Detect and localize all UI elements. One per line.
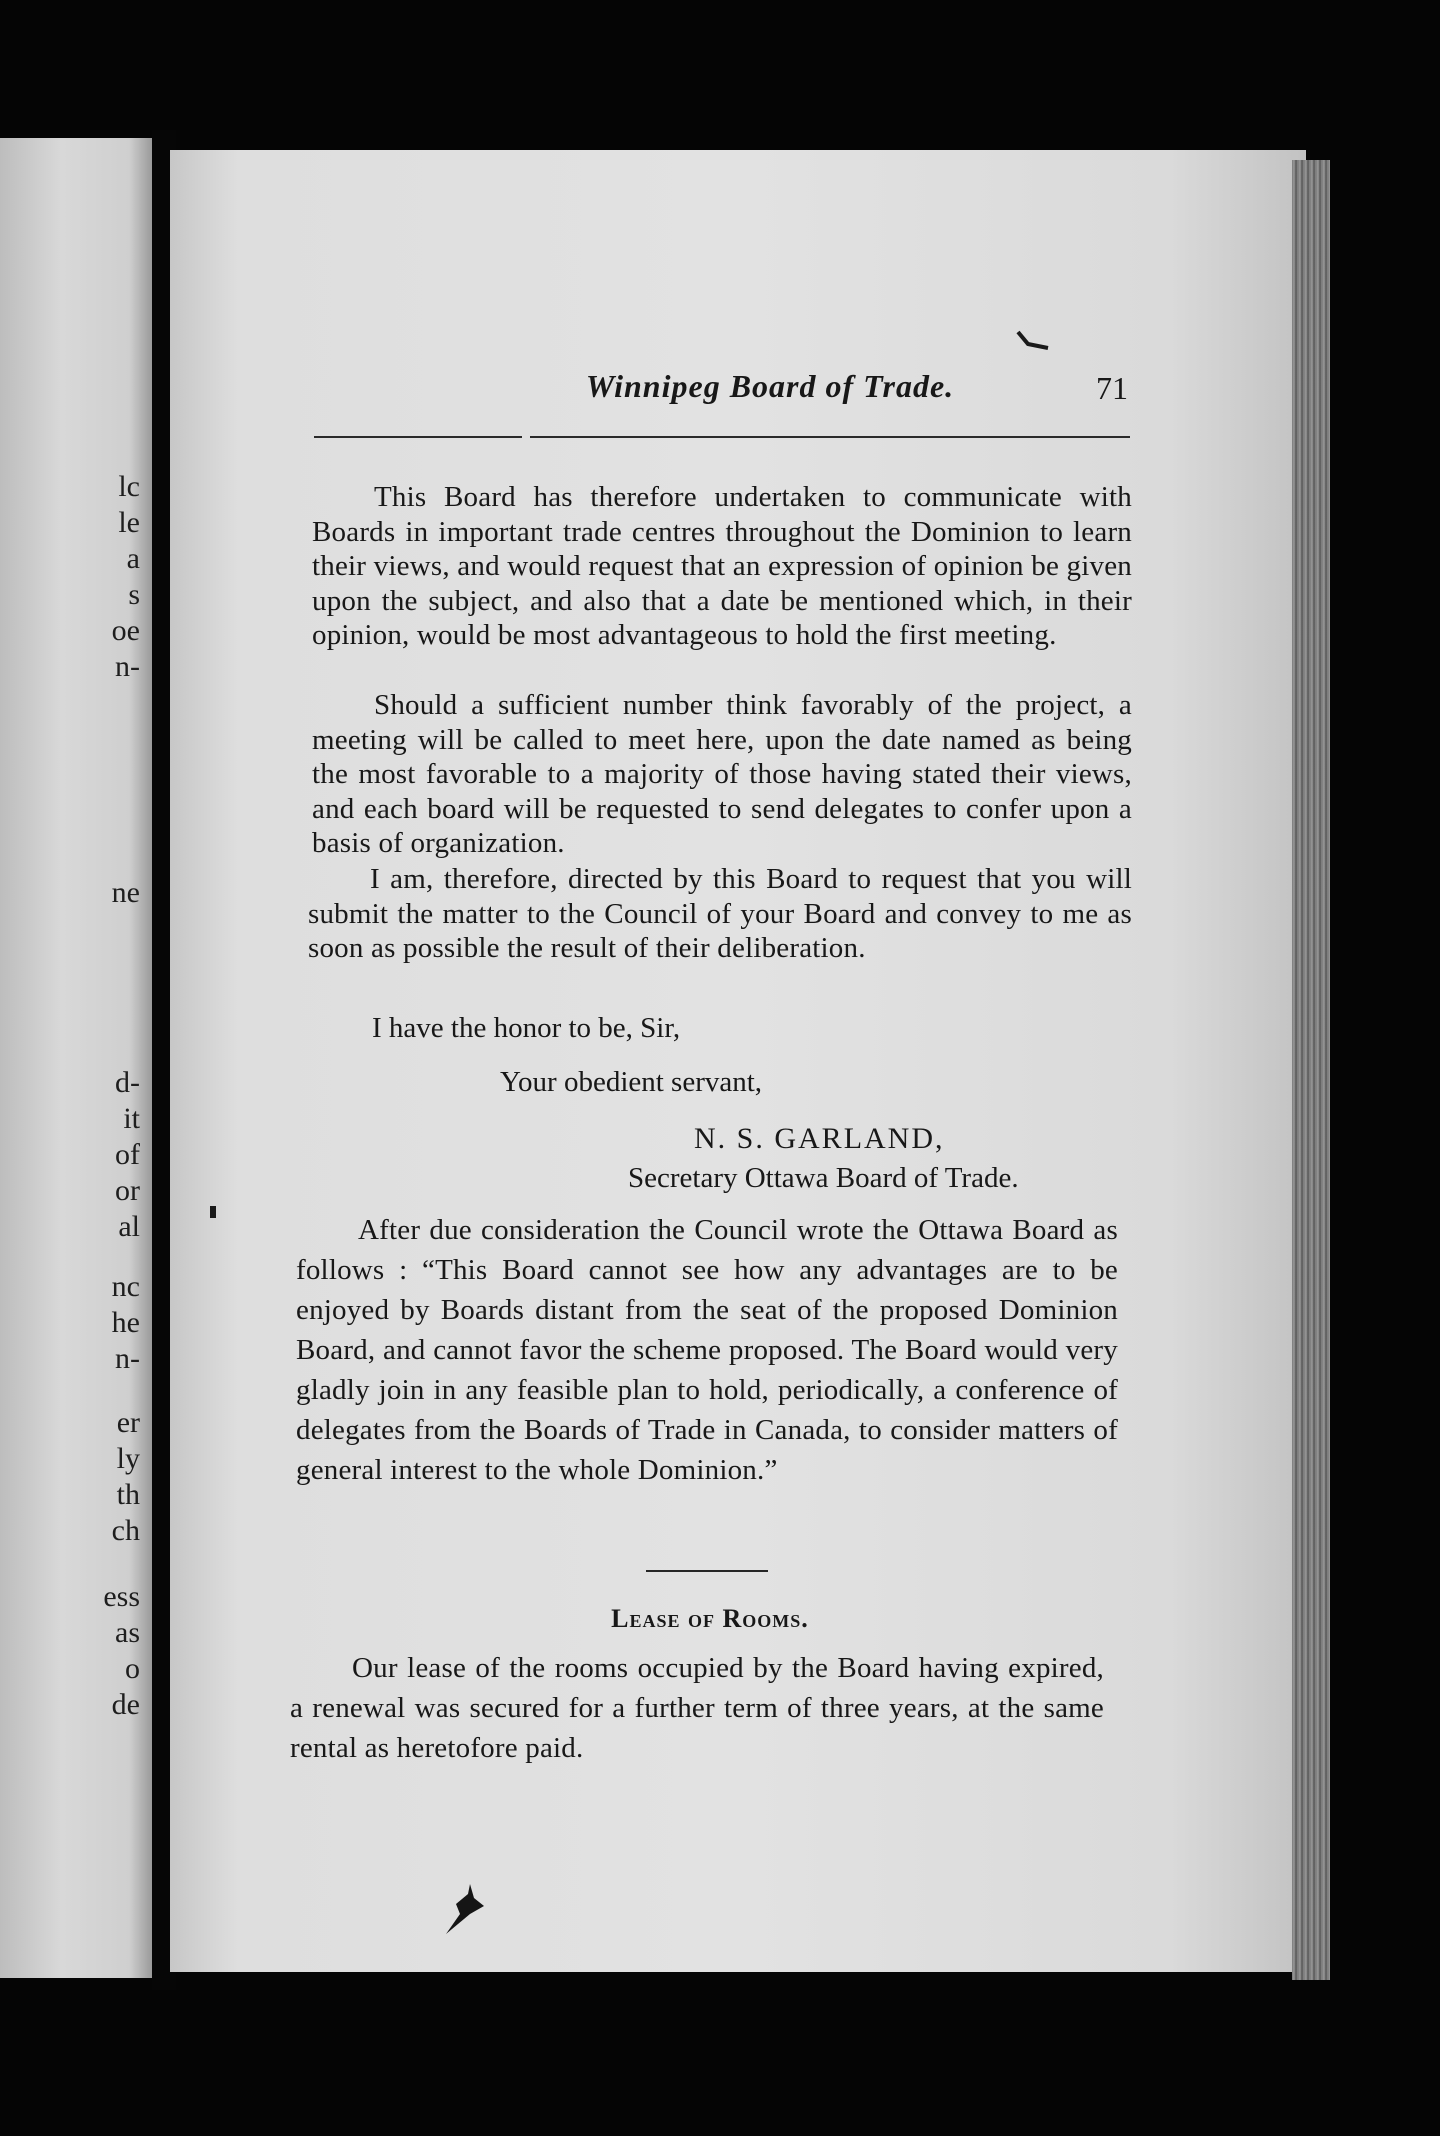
paragraph-text: After due consideration the Council wrote the Ottawa Board as follows : “This Board cannot see how any advantages are to be enjoyed by Boards distant from the seat of the proposed Dominion Board, and cannot favor the scheme proposed. The Board would very gladly join in any feasible plan to hold, periodically, a conference of delegates from the Boards of Trade in Canada, to consider matters of general interest to the whole Dominion.” (296, 1214, 1118, 1486)
left-page-fragment: lc (118, 470, 140, 503)
speck-icon (210, 1206, 216, 1218)
left-page-fragment: ess (103, 1580, 140, 1613)
paragraph-text: I am, therefore, directed by this Board to request that you will submit the matter to the Council of your Board and convey to me as soon as possible the result of their deliberation. (308, 863, 1132, 964)
left-page-fragment: le (118, 506, 140, 539)
ink-mark-icon (1014, 326, 1054, 352)
left-page-fragment: o (125, 1652, 140, 1685)
section-heading: Lease of Rooms. (611, 1604, 809, 1633)
running-head: Winnipeg Board of Trade. (585, 368, 955, 404)
left-page-fragment: er (116, 1406, 140, 1439)
left-page-fragment: or (115, 1174, 140, 1207)
left-page-fragment: n- (115, 650, 140, 683)
left-page-fragment: n- (115, 1342, 140, 1375)
previous-page-edge (0, 138, 152, 1978)
paragraph-text: Should a sufficient number think favorably of the project, a meeting will be called to meet here, upon the date named as being the most favorable to a majority of those having stated their views, and each board will be requested to send delegates to confer upon a basis of organization. (312, 689, 1132, 859)
left-page-fragment: ne (111, 876, 140, 909)
left-page-fragment: of (115, 1138, 140, 1171)
paragraph-text: This Board has therefore undertaken to communicate with Boards in important trade centres throughout the Dominion to learn their views, and would request that an expression of opinion be given upon the subject, and also that a date be mentioned which, in their opinion, would be most advantageous to hold the first meeting. (312, 481, 1132, 651)
ink-blot-icon (440, 1880, 490, 1940)
left-page-fragment: nc (111, 1270, 140, 1303)
left-page-fragment: a (126, 542, 140, 575)
section-divider (646, 1570, 768, 1572)
letter-valediction: Your obedient servant, (500, 1066, 763, 1098)
paragraph-text: Our lease of the rooms occupied by the Board having expired, a renewal was secured for a further term of three years, at the same rental as heretofore paid. (290, 1652, 1104, 1764)
left-page-fragment: al (118, 1210, 140, 1243)
left-page-fragment: he (111, 1306, 140, 1339)
left-page-fragment: s (128, 578, 140, 611)
left-page-fragment: ly (116, 1442, 140, 1475)
signature-title: Secretary Ottawa Board of Trade. (628, 1162, 1019, 1194)
body-paragraph (296, 1210, 1118, 1490)
left-page-fragment: ch (111, 1514, 140, 1547)
letter-closing: I have the honor to be, Sir, (372, 1012, 681, 1044)
left-page-fragment: oe (111, 614, 140, 647)
page-stack-edge (1292, 160, 1330, 1980)
header-rule (314, 436, 522, 438)
left-page-fragment: as (115, 1616, 140, 1649)
header-rule (530, 436, 1130, 438)
body-paragraph (308, 862, 1132, 966)
body-paragraph (312, 480, 1132, 653)
page-number: 71 (1096, 370, 1128, 406)
body-paragraph (290, 1648, 1104, 1768)
left-page-fragment: d- (115, 1066, 140, 1099)
body-paragraph (312, 688, 1132, 861)
left-page-fragment: it (123, 1102, 140, 1135)
left-page-fragment: th (116, 1478, 140, 1511)
left-page-fragment: de (111, 1688, 140, 1721)
signature-name: N. S. GARLAND, (694, 1122, 945, 1155)
